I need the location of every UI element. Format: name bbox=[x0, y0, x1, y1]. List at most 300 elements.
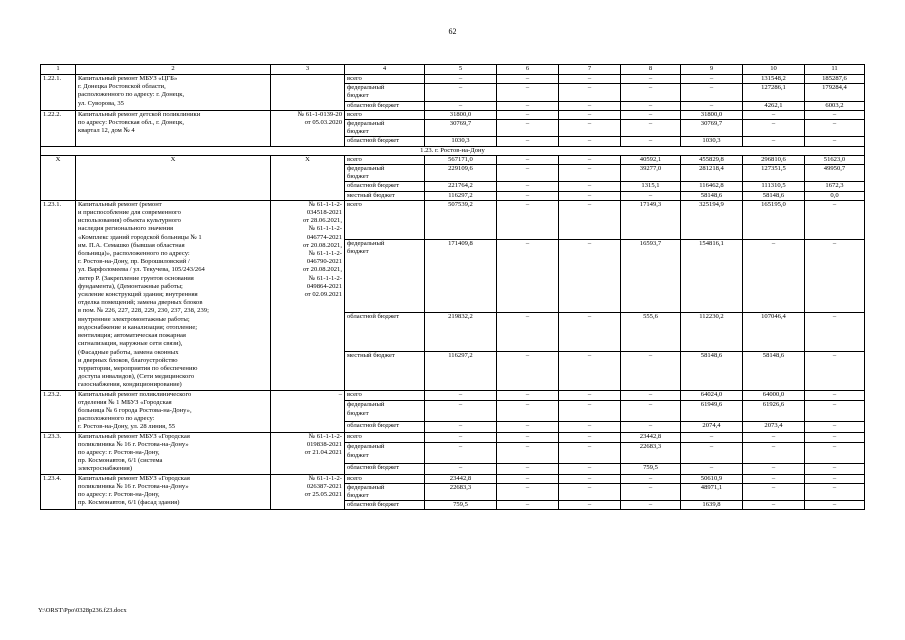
funding-source-line: всего bbox=[347, 155, 362, 163]
object-name-line: Капитальный ремонт МБУЗ «Городская bbox=[78, 474, 190, 482]
amount-cell: – bbox=[805, 137, 865, 146]
column-number: 3 bbox=[271, 65, 345, 75]
object-name-line: Капитальный ремонт детской поликлиники bbox=[78, 110, 201, 118]
object-name-line: Капитальный ремонт поликлинического bbox=[78, 390, 192, 398]
amount-cell: – bbox=[497, 75, 559, 84]
column-number: 1 bbox=[41, 65, 76, 75]
expertise-document bbox=[271, 155, 345, 200]
amount-cell: – bbox=[621, 84, 681, 101]
amount-cell: – bbox=[621, 501, 681, 510]
funding-source-line: федеральный bbox=[347, 443, 385, 451]
funding-source bbox=[345, 110, 425, 119]
object-name-line: и приспособление для современного bbox=[78, 209, 181, 217]
object-name-line: по адресу: Ростовская обл., г. Донецк, bbox=[78, 119, 184, 127]
amount-cell: – bbox=[497, 137, 559, 146]
funding-source bbox=[345, 421, 425, 432]
funding-source-line: бюджет bbox=[347, 409, 369, 417]
amount-cell: 61926,6 bbox=[743, 401, 805, 421]
amount-cell: – bbox=[805, 110, 865, 119]
row-number: 1.22.1. bbox=[41, 75, 76, 111]
funding-source-line: федеральный bbox=[347, 165, 385, 173]
funding-source-line: всего bbox=[347, 474, 362, 482]
amount-cell: 30769,7 bbox=[425, 120, 497, 137]
amount-cell: 64000,0 bbox=[743, 390, 805, 401]
amount-cell: 325194,9 bbox=[681, 200, 743, 239]
funding-source-line: бюджет bbox=[347, 128, 369, 136]
object-name-line: г. Донецка Ростовской области, bbox=[78, 83, 166, 91]
amount-cell: – bbox=[743, 239, 805, 312]
amount-cell: – bbox=[621, 75, 681, 84]
amount-cell: 58148,6 bbox=[681, 191, 743, 200]
amount-cell: 48971,1 bbox=[681, 483, 743, 500]
object-name-line: им. П.А. Семашко (бывшая областная bbox=[78, 241, 185, 249]
section-title: 1.23. г. Ростов-на-Дону bbox=[41, 146, 865, 155]
expertise-document-line: от 20.08.2021, bbox=[302, 241, 342, 249]
amount-cell: 455829,8 bbox=[681, 155, 743, 164]
amount-cell: – bbox=[497, 84, 559, 101]
amount-cell: – bbox=[621, 401, 681, 421]
amount-cell: 16593,7 bbox=[621, 239, 681, 312]
column-number: 2 bbox=[76, 65, 271, 75]
table-header-row bbox=[41, 65, 865, 75]
funding-source bbox=[345, 191, 425, 200]
funding-source-line: местный бюджет bbox=[347, 351, 395, 359]
amount-cell: – bbox=[497, 401, 559, 421]
amount-cell: – bbox=[743, 110, 805, 119]
funding-source bbox=[345, 474, 425, 483]
amount-cell: – bbox=[559, 421, 621, 432]
funding-source-line: областной бюджет bbox=[347, 463, 400, 471]
amount-cell: – bbox=[681, 443, 743, 463]
amount-cell: – bbox=[559, 501, 621, 510]
funding-source-line: областной бюджет bbox=[347, 312, 400, 320]
funding-source bbox=[345, 443, 425, 463]
amount-cell: 0,0 bbox=[805, 191, 865, 200]
expertise-document bbox=[271, 75, 345, 111]
amount-cell: 107046,4 bbox=[743, 312, 805, 351]
object-name-line: отделения № 1 МБУЗ «Городская bbox=[78, 398, 172, 406]
object-name-line: (Фасадные работы, замена оконных bbox=[78, 348, 179, 356]
amount-cell: – bbox=[621, 137, 681, 146]
funding-source-line: всего bbox=[347, 390, 362, 398]
object-name-line: ул. Суворова, 35 bbox=[78, 99, 124, 107]
page-number: 62 bbox=[448, 27, 457, 36]
row-number: 1.23.2. bbox=[41, 390, 76, 432]
table-row bbox=[41, 200, 865, 239]
column-number: 6 bbox=[497, 65, 559, 75]
funding-source-line: бюджет bbox=[347, 491, 369, 499]
amount-cell: – bbox=[743, 501, 805, 510]
funding-source-line: федеральный bbox=[347, 483, 385, 491]
amount-cell: – bbox=[743, 483, 805, 500]
amount-cell: – bbox=[497, 101, 559, 110]
funding-source-line: всего bbox=[347, 75, 362, 82]
amount-cell: 23442,8 bbox=[425, 474, 497, 483]
object-name-line: расположенного по адресу: bbox=[78, 415, 155, 423]
funding-source-line: всего bbox=[347, 200, 362, 208]
amount-cell: – bbox=[559, 155, 621, 164]
amount-cell: – bbox=[805, 483, 865, 500]
expertise-document-line: № 61-1-1-2- bbox=[308, 274, 342, 282]
object-name-line: и дверных блоков, благоустройство bbox=[78, 356, 178, 364]
amount-cell: – bbox=[559, 75, 621, 84]
amount-cell: – bbox=[621, 101, 681, 110]
object-name-line: Капитальный ремонт МБУЗ «ЦГБ» bbox=[78, 75, 178, 82]
funding-source bbox=[345, 390, 425, 401]
amount-cell: – bbox=[559, 474, 621, 483]
amount-cell: – bbox=[681, 84, 743, 101]
footer-file-path: Y:\ORST\Ppo\0328p236.f23.docx bbox=[38, 607, 127, 614]
amount-cell: – bbox=[621, 483, 681, 500]
expertise-document-line: № 61-1-0139-20 bbox=[297, 110, 342, 118]
amount-cell: – bbox=[743, 474, 805, 483]
amount-cell: – bbox=[621, 390, 681, 401]
expertise-document-line: 046790-2021 bbox=[306, 258, 342, 266]
column-number: 8 bbox=[621, 65, 681, 75]
amount-cell: 31800,0 bbox=[681, 110, 743, 119]
amount-cell: – bbox=[497, 463, 559, 474]
amount-cell: – bbox=[621, 474, 681, 483]
expertise-document-line: 046774-2021 bbox=[306, 233, 342, 241]
funding-source bbox=[345, 120, 425, 137]
amount-cell: 154816,1 bbox=[681, 239, 743, 312]
object-name bbox=[76, 474, 271, 510]
amount-cell: – bbox=[559, 182, 621, 191]
amount-cell: 30769,7 bbox=[681, 120, 743, 137]
amount-cell: 116297,2 bbox=[425, 351, 497, 390]
amount-cell: 1639,8 bbox=[681, 501, 743, 510]
amount-cell: – bbox=[621, 110, 681, 119]
amount-cell: – bbox=[559, 463, 621, 474]
amount-cell: – bbox=[805, 390, 865, 401]
object-name-line: фундамента), (Демонтажные работы; bbox=[78, 282, 183, 290]
expertise-document-line: от 21.04.2021 bbox=[304, 448, 342, 456]
amount-cell: – bbox=[497, 474, 559, 483]
object-name-line: больница № 6 города Ростова-на-Дону», bbox=[78, 406, 192, 414]
section-row bbox=[41, 146, 865, 155]
object-name-line: электроснабжения) bbox=[78, 465, 133, 473]
amount-cell: – bbox=[559, 101, 621, 110]
object-name-line: внутренние электромонтажные работы; bbox=[78, 315, 190, 323]
amount-cell: – bbox=[497, 182, 559, 191]
object-name-line: водоснабжение и канализация; отопление; bbox=[78, 323, 198, 331]
amount-cell: – bbox=[559, 401, 621, 421]
object-name-line: пр. Космонавтов, 6/1 (фасад здания) bbox=[78, 499, 180, 507]
object-name-line: в пом. № 226, 227, 228, 229, 230, 237, 238, 239; bbox=[78, 307, 209, 315]
expertise-document bbox=[271, 110, 345, 146]
amount-cell: 116297,2 bbox=[425, 191, 497, 200]
object-name-line: литер Р. (Закрепление грунтов основания bbox=[78, 274, 194, 282]
budget-table bbox=[40, 64, 865, 510]
funding-source-line: областной бюджет bbox=[347, 501, 400, 509]
amount-cell: – bbox=[559, 200, 621, 239]
expertise-document bbox=[271, 200, 345, 390]
amount-cell: – bbox=[497, 501, 559, 510]
amount-cell: – bbox=[497, 312, 559, 351]
object-name bbox=[76, 110, 271, 146]
funding-source-line: всего bbox=[347, 110, 362, 118]
table-row bbox=[41, 390, 865, 401]
expertise-document-line: № 61-1-1-2- bbox=[308, 200, 342, 208]
amount-cell: 507539,2 bbox=[425, 200, 497, 239]
amount-cell: 759,5 bbox=[621, 463, 681, 474]
amount-cell: 165195,0 bbox=[743, 200, 805, 239]
amount-cell: – bbox=[621, 191, 681, 200]
table-row bbox=[41, 75, 865, 84]
amount-cell: – bbox=[805, 432, 865, 443]
object-name-line: «Комплекс зданий городской больницы № 1 bbox=[78, 233, 202, 241]
amount-cell: 131548,2 bbox=[743, 75, 805, 84]
row-number: 1.23.4. bbox=[41, 474, 76, 510]
expertise-document-line: от 25.05.2021 bbox=[304, 490, 342, 498]
expertise-document-line: от 20.08.2021, bbox=[302, 266, 342, 274]
amount-cell: – bbox=[743, 137, 805, 146]
amount-cell: 58148,6 bbox=[743, 351, 805, 390]
object-name-line: по адресу: г. Ростов-на-Дону, bbox=[78, 448, 160, 456]
amount-cell: – bbox=[497, 200, 559, 239]
amount-cell: 111310,5 bbox=[743, 182, 805, 191]
amount-cell: 219832,2 bbox=[425, 312, 497, 351]
object-name-line: поликлиника № 16 г. Ростова-на-Дону» bbox=[78, 440, 189, 448]
funding-source-line: федеральный bbox=[347, 84, 385, 92]
amount-cell: – bbox=[559, 110, 621, 119]
amount-cell: 22683,3 bbox=[621, 443, 681, 463]
amount-cell: 58148,6 bbox=[743, 191, 805, 200]
amount-cell: – bbox=[497, 390, 559, 401]
table-row bbox=[41, 432, 865, 443]
amount-cell: – bbox=[805, 421, 865, 432]
funding-source bbox=[345, 432, 425, 443]
object-name-line: г. Ростов-на-Дону, ул. 28 линия, 55 bbox=[78, 423, 176, 431]
object-name-line: газоснабжения, кондиционирование) bbox=[78, 381, 182, 389]
row-number: 1.22.2. bbox=[41, 110, 76, 146]
amount-cell: 39277,0 bbox=[621, 165, 681, 182]
expertise-document-line: – bbox=[338, 390, 342, 398]
amount-cell: – bbox=[681, 463, 743, 474]
funding-source-line: бюджет bbox=[347, 92, 369, 100]
funding-source-line: всего bbox=[347, 432, 362, 440]
amount-cell: – bbox=[425, 443, 497, 463]
amount-cell: 17149,3 bbox=[621, 200, 681, 239]
amount-cell: 31800,0 bbox=[425, 110, 497, 119]
amount-cell: – bbox=[497, 239, 559, 312]
funding-source bbox=[345, 155, 425, 164]
amount-cell: 127286,1 bbox=[743, 84, 805, 101]
amount-cell: – bbox=[559, 483, 621, 500]
amount-cell: 50610,9 bbox=[681, 474, 743, 483]
expertise-document-line: № 61-1-1-2- bbox=[308, 225, 342, 233]
table-row bbox=[41, 155, 865, 164]
funding-source-line: федеральный bbox=[347, 401, 385, 409]
amount-cell: – bbox=[743, 463, 805, 474]
amount-cell: – bbox=[681, 432, 743, 443]
amount-cell: 2074,4 bbox=[681, 421, 743, 432]
amount-cell: – bbox=[559, 432, 621, 443]
table-row bbox=[41, 474, 865, 483]
amount-cell: 116462,8 bbox=[681, 182, 743, 191]
expertise-document-line: от 28.06.2021, bbox=[302, 217, 342, 225]
amount-cell: – bbox=[559, 312, 621, 351]
expertise-document bbox=[271, 474, 345, 510]
amount-cell: 759,5 bbox=[425, 501, 497, 510]
column-number: 9 bbox=[681, 65, 743, 75]
object-name-line: квартал 12, дом № 4 bbox=[78, 127, 135, 135]
funding-source-line: областной бюджет bbox=[347, 101, 400, 109]
expertise-document bbox=[271, 390, 345, 432]
amount-cell: – bbox=[559, 443, 621, 463]
funding-source-line: бюджет bbox=[347, 451, 369, 459]
object-name-line: больница)», расположенного по адресу: bbox=[78, 250, 190, 258]
amount-cell: – bbox=[425, 390, 497, 401]
object-name-line: доступа инвалидов), (Сети медицинского bbox=[78, 373, 195, 381]
amount-cell: – bbox=[425, 463, 497, 474]
column-number: 4 bbox=[345, 65, 425, 75]
amount-cell: – bbox=[497, 421, 559, 432]
amount-cell: 51623,0 bbox=[805, 155, 865, 164]
object-name-line: Капитальный ремонт МБУЗ «Городская bbox=[78, 432, 190, 440]
amount-cell: 22683,3 bbox=[425, 483, 497, 500]
funding-source bbox=[345, 101, 425, 110]
amount-cell: – bbox=[621, 120, 681, 137]
amount-cell: 296810,6 bbox=[743, 155, 805, 164]
object-name-line: усиление конструкций здания; внутренняя bbox=[78, 291, 198, 299]
amount-cell: – bbox=[559, 84, 621, 101]
expertise-document-line: 019838-2021 bbox=[306, 440, 342, 448]
amount-cell: – bbox=[559, 120, 621, 137]
amount-cell: – bbox=[621, 421, 681, 432]
amount-cell: 23442,8 bbox=[621, 432, 681, 443]
amount-cell: 555,6 bbox=[621, 312, 681, 351]
object-name-line: использования) объекта культурного bbox=[78, 217, 181, 225]
amount-cell: – bbox=[425, 84, 497, 101]
funding-source-line: областной бюджет bbox=[347, 182, 400, 190]
amount-cell: 64024,0 bbox=[681, 390, 743, 401]
amount-cell: 2073,4 bbox=[743, 421, 805, 432]
object-name-line: пр. Космонавтов, 6/1 (система bbox=[78, 457, 163, 465]
amount-cell: – bbox=[497, 432, 559, 443]
amount-cell: 567171,0 bbox=[425, 155, 497, 164]
object-name-line: поликлиника № 16 г. Ростова-на-Дону» bbox=[78, 482, 189, 490]
funding-source bbox=[345, 239, 425, 312]
funding-source-line: бюджет bbox=[347, 173, 369, 181]
object-name bbox=[76, 390, 271, 432]
amount-cell: – bbox=[743, 432, 805, 443]
object-name-line: наследия регионального значения bbox=[78, 225, 174, 233]
amount-cell: – bbox=[621, 351, 681, 390]
amount-cell: 281218,4 bbox=[681, 165, 743, 182]
amount-cell: – bbox=[425, 101, 497, 110]
amount-cell: – bbox=[805, 312, 865, 351]
funding-source bbox=[345, 351, 425, 390]
row-number: Х bbox=[41, 155, 76, 200]
amount-cell: 221764,2 bbox=[425, 182, 497, 191]
amount-cell: 185287,6 bbox=[805, 75, 865, 84]
funding-source-line: федеральный bbox=[347, 120, 385, 128]
amount-cell: 1030,3 bbox=[425, 137, 497, 146]
amount-cell: – bbox=[497, 120, 559, 137]
expertise-document-line: 034518-2021 bbox=[306, 209, 342, 217]
amount-cell: – bbox=[559, 390, 621, 401]
amount-cell: 6003,2 bbox=[805, 101, 865, 110]
object-name-line: отделка помещений; замена дверных блоков bbox=[78, 299, 203, 307]
funding-source-line: бюджет bbox=[347, 247, 369, 255]
funding-source bbox=[345, 501, 425, 510]
amount-cell: – bbox=[805, 239, 865, 312]
amount-cell: – bbox=[805, 443, 865, 463]
object-name-line: Капитальный ремонт (ремонт bbox=[78, 200, 162, 208]
amount-cell: – bbox=[497, 165, 559, 182]
amount-cell: – bbox=[805, 463, 865, 474]
object-name-line: территории, мероприятия по обеспечению bbox=[78, 364, 198, 372]
amount-cell: – bbox=[425, 401, 497, 421]
funding-source-line: федеральный bbox=[347, 239, 385, 247]
funding-source-line: местный бюджет bbox=[347, 191, 395, 199]
amount-cell: – bbox=[805, 401, 865, 421]
expertise-document-line: 049864-2021 bbox=[306, 282, 342, 290]
amount-cell: 1315,1 bbox=[621, 182, 681, 191]
amount-cell: – bbox=[743, 120, 805, 137]
expertise-document bbox=[271, 432, 345, 474]
column-number: 7 bbox=[559, 65, 621, 75]
amount-cell: – bbox=[681, 75, 743, 84]
column-number: 5 bbox=[425, 65, 497, 75]
amount-cell: – bbox=[805, 474, 865, 483]
funding-source-line: областной бюджет bbox=[347, 137, 400, 145]
amount-cell: – bbox=[559, 191, 621, 200]
amount-cell: – bbox=[425, 432, 497, 443]
object-name bbox=[76, 432, 271, 474]
amount-cell: 58148,6 bbox=[681, 351, 743, 390]
object-name bbox=[76, 75, 271, 111]
amount-cell: – bbox=[559, 165, 621, 182]
amount-cell: – bbox=[805, 501, 865, 510]
amount-cell: – bbox=[425, 421, 497, 432]
expertise-document-line: № 61-1-1-2- bbox=[308, 474, 342, 482]
amount-cell: – bbox=[497, 155, 559, 164]
expertise-document-line: № 61-1-1-2- bbox=[308, 432, 342, 440]
object-name bbox=[76, 200, 271, 390]
funding-source bbox=[345, 75, 425, 84]
funding-source bbox=[345, 84, 425, 101]
expertise-document-line: № 61-1-1-2- bbox=[308, 250, 342, 258]
table-row bbox=[41, 110, 865, 119]
amount-cell: – bbox=[805, 200, 865, 239]
funding-source bbox=[345, 200, 425, 239]
amount-cell: 49950,7 bbox=[805, 165, 865, 182]
amount-cell: – bbox=[497, 191, 559, 200]
amount-cell: – bbox=[805, 120, 865, 137]
amount-cell: – bbox=[559, 351, 621, 390]
object-name bbox=[76, 155, 271, 200]
object-name-line: сигнализация, наружные сети связи), bbox=[78, 340, 183, 348]
row-number: 1.23.3. bbox=[41, 432, 76, 474]
object-name-line: г. Ростов-на-Дону, пр. Ворошиловский / bbox=[78, 258, 190, 266]
amount-cell: – bbox=[805, 351, 865, 390]
amount-cell: 61949,6 bbox=[681, 401, 743, 421]
funding-source bbox=[345, 463, 425, 474]
expertise-document-line: 026387-2021 bbox=[306, 482, 342, 490]
amount-cell: – bbox=[497, 483, 559, 500]
amount-cell: 229109,6 bbox=[425, 165, 497, 182]
amount-cell: – bbox=[681, 101, 743, 110]
expertise-document-line: Х bbox=[305, 155, 310, 163]
funding-source bbox=[345, 312, 425, 351]
row-number: 1.23.1. bbox=[41, 200, 76, 390]
amount-cell: – bbox=[559, 137, 621, 146]
object-name-line: по адресу: г. Ростов-на-Дону, bbox=[78, 490, 160, 498]
funding-source bbox=[345, 137, 425, 146]
funding-source-line: областной бюджет bbox=[347, 421, 400, 429]
